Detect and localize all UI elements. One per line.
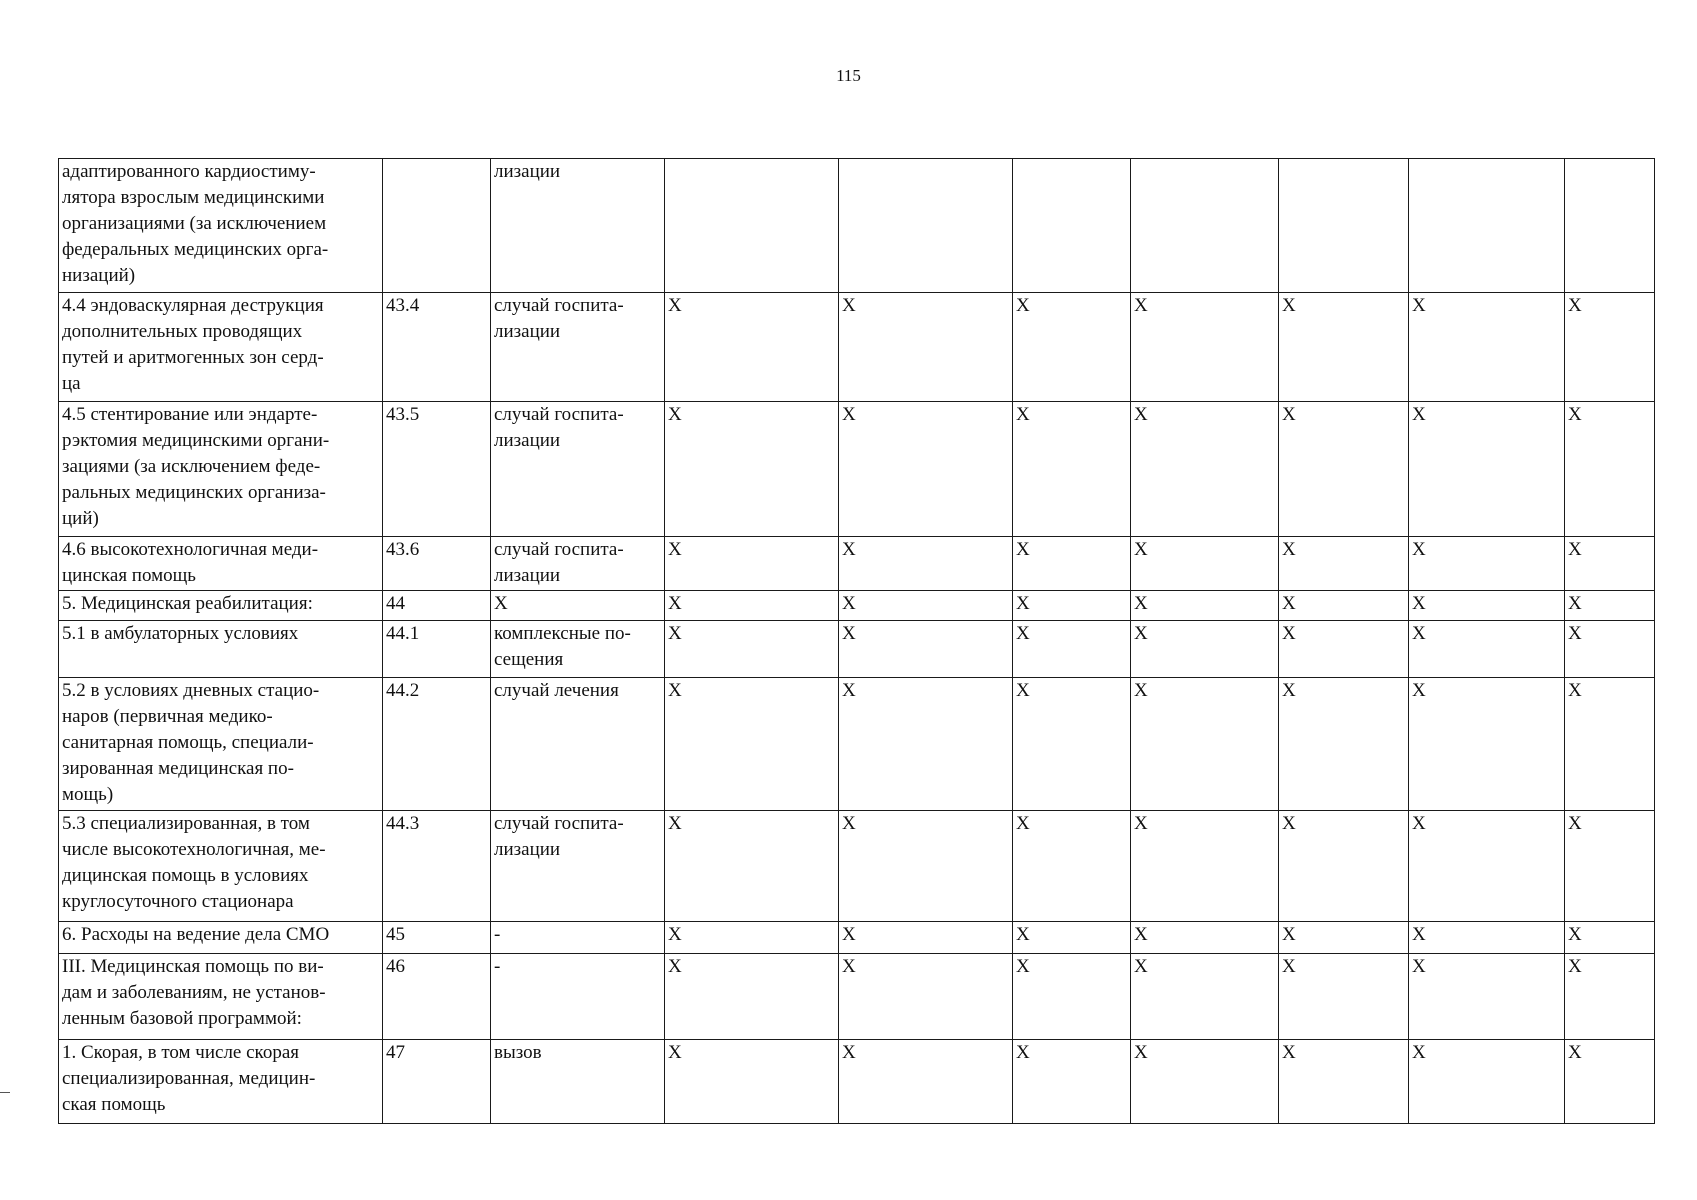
value-cell: X [1409, 293, 1565, 402]
value-cell: X [839, 954, 1013, 1040]
value-cell: X [665, 591, 839, 621]
value-cell: X [839, 811, 1013, 922]
value-cell: X [1131, 402, 1279, 537]
value-cell: X [839, 922, 1013, 954]
value-cell: X [1409, 537, 1565, 591]
value-cell: X [665, 293, 839, 402]
value-cell: X [665, 954, 839, 1040]
row-name-cell: 4.4 эндоваскулярная деструкция дополнительных проводящих путей и аритмогенных зон серд- ца [59, 293, 383, 402]
value-cell: X [1013, 591, 1131, 621]
value-cell: X [1565, 922, 1655, 954]
value-cell: X [665, 621, 839, 678]
value-cell: X [1013, 293, 1131, 402]
value-cell: X [665, 402, 839, 537]
value-cell [1565, 159, 1655, 293]
value-cell: X [1013, 954, 1131, 1040]
table-row [59, 621, 1655, 678]
row-unit-cell: случай госпита- лизации [491, 293, 665, 402]
row-unit-cell: вызов [491, 1040, 665, 1124]
value-cell: X [1013, 811, 1131, 922]
row-unit-cell: случай госпита- лизации [491, 811, 665, 922]
row-code-cell: 47 [383, 1040, 491, 1124]
value-cell: X [1131, 537, 1279, 591]
row-code-cell: 43.5 [383, 402, 491, 537]
row-code-cell: 46 [383, 954, 491, 1040]
value-cell [1409, 159, 1565, 293]
value-cell: X [1013, 1040, 1131, 1124]
row-name-cell: 5.3 специализированная, в том числе высокотехнологичная, ме- дицинская помощь в условиях круглосуточного стационара [59, 811, 383, 922]
value-cell [665, 159, 839, 293]
value-cell: X [1409, 621, 1565, 678]
row-code-cell: 45 [383, 922, 491, 954]
row-unit-cell: случай госпита- лизации [491, 537, 665, 591]
value-cell: X [839, 591, 1013, 621]
row-name-cell: 6. Расходы на ведение дела СМО [59, 922, 383, 954]
value-cell: X [1131, 621, 1279, 678]
value-cell: X [1279, 537, 1409, 591]
value-cell: X [1565, 811, 1655, 922]
table-body [59, 159, 1655, 1124]
value-cell [1131, 159, 1279, 293]
table-row [59, 537, 1655, 591]
row-code-cell: 44.2 [383, 678, 491, 811]
table-row [59, 293, 1655, 402]
value-cell: X [665, 1040, 839, 1124]
value-cell: X [1013, 678, 1131, 811]
value-cell: X [1279, 678, 1409, 811]
table-row [59, 1040, 1655, 1124]
table-row [59, 591, 1655, 621]
value-cell: X [1279, 811, 1409, 922]
value-cell: X [1131, 954, 1279, 1040]
value-cell: X [1131, 678, 1279, 811]
row-name-cell: 5.1 в амбулаторных условиях [59, 621, 383, 678]
row-unit-cell: - [491, 954, 665, 1040]
value-cell: X [1409, 1040, 1565, 1124]
value-cell: X [839, 678, 1013, 811]
value-cell: X [1565, 678, 1655, 811]
value-cell: X [1565, 954, 1655, 1040]
row-code-cell: 44.1 [383, 621, 491, 678]
value-cell: X [1131, 293, 1279, 402]
value-cell: X [1279, 621, 1409, 678]
value-cell: X [1565, 591, 1655, 621]
value-cell: X [839, 402, 1013, 537]
value-cell: X [1131, 811, 1279, 922]
value-cell: X [665, 678, 839, 811]
value-cell: X [1409, 811, 1565, 922]
row-name-cell: III. Медицинская помощь по ви- дам и заболеваниям, не установ- ленным базовой программой: [59, 954, 383, 1040]
value-cell [1013, 159, 1131, 293]
value-cell: X [839, 621, 1013, 678]
row-unit-cell: случай госпита- лизации [491, 402, 665, 537]
table-row [59, 678, 1655, 811]
value-cell: X [665, 537, 839, 591]
row-name-cell: 1. Скорая, в том числе скорая специализированная, медицин- ская помощь [59, 1040, 383, 1124]
value-cell: X [1409, 678, 1565, 811]
value-cell: X [1409, 954, 1565, 1040]
row-unit-cell: X [491, 591, 665, 621]
row-unit-cell: комплексные по- сещения [491, 621, 665, 678]
value-cell: X [1131, 591, 1279, 621]
value-cell: X [1279, 591, 1409, 621]
value-cell: X [839, 293, 1013, 402]
table-row [59, 922, 1655, 954]
value-cell: X [1409, 402, 1565, 537]
value-cell: X [1279, 922, 1409, 954]
table-row [59, 954, 1655, 1040]
value-cell: X [1565, 293, 1655, 402]
row-code-cell: 44 [383, 591, 491, 621]
row-unit-cell: лизации [491, 159, 665, 293]
value-cell: X [1131, 1040, 1279, 1124]
table-row [59, 811, 1655, 922]
value-cell: X [665, 922, 839, 954]
table-row [59, 402, 1655, 537]
row-name-cell: 4.6 высокотехнологичная меди- цинская помощь [59, 537, 383, 591]
value-cell: X [1279, 402, 1409, 537]
value-cell: X [1409, 591, 1565, 621]
row-unit-cell: - [491, 922, 665, 954]
row-unit-cell: случай лечения [491, 678, 665, 811]
margin-tick [0, 1092, 10, 1093]
row-name-cell: 5. Медицинская реабилитация: [59, 591, 383, 621]
row-name-cell: адаптированного кардиостиму- лятора взрослым медицинскими организациями (за исключением федеральных медицинских орга- низаций) [59, 159, 383, 293]
value-cell: X [839, 537, 1013, 591]
row-code-cell [383, 159, 491, 293]
value-cell: X [1565, 402, 1655, 537]
value-cell: X [1279, 293, 1409, 402]
value-cell: X [1013, 537, 1131, 591]
value-cell: X [1013, 922, 1131, 954]
value-cell: X [1279, 1040, 1409, 1124]
row-code-cell: 43.4 [383, 293, 491, 402]
row-code-cell: 43.6 [383, 537, 491, 591]
value-cell: X [665, 811, 839, 922]
row-name-cell: 5.2 в условиях дневных стацио- наров (первичная медико- санитарная помощь, специали- зированная медицинская по- мощь) [59, 678, 383, 811]
value-cell [839, 159, 1013, 293]
data-table [58, 158, 1655, 1124]
table-row [59, 159, 1655, 293]
row-name-cell: 4.5 стентирование или эндарте- рэктомия медицинскими органи- зациями (за исключением феде- ральных медицинских организа- ций) [59, 402, 383, 537]
value-cell: X [839, 1040, 1013, 1124]
value-cell: X [1565, 621, 1655, 678]
row-code-cell: 44.3 [383, 811, 491, 922]
value-cell: X [1013, 402, 1131, 537]
value-cell: X [1013, 621, 1131, 678]
value-cell: X [1279, 954, 1409, 1040]
value-cell: X [1565, 1040, 1655, 1124]
page-number: 115 [836, 66, 861, 85]
value-cell: X [1409, 922, 1565, 954]
value-cell [1279, 159, 1409, 293]
value-cell: X [1131, 922, 1279, 954]
value-cell: X [1565, 537, 1655, 591]
